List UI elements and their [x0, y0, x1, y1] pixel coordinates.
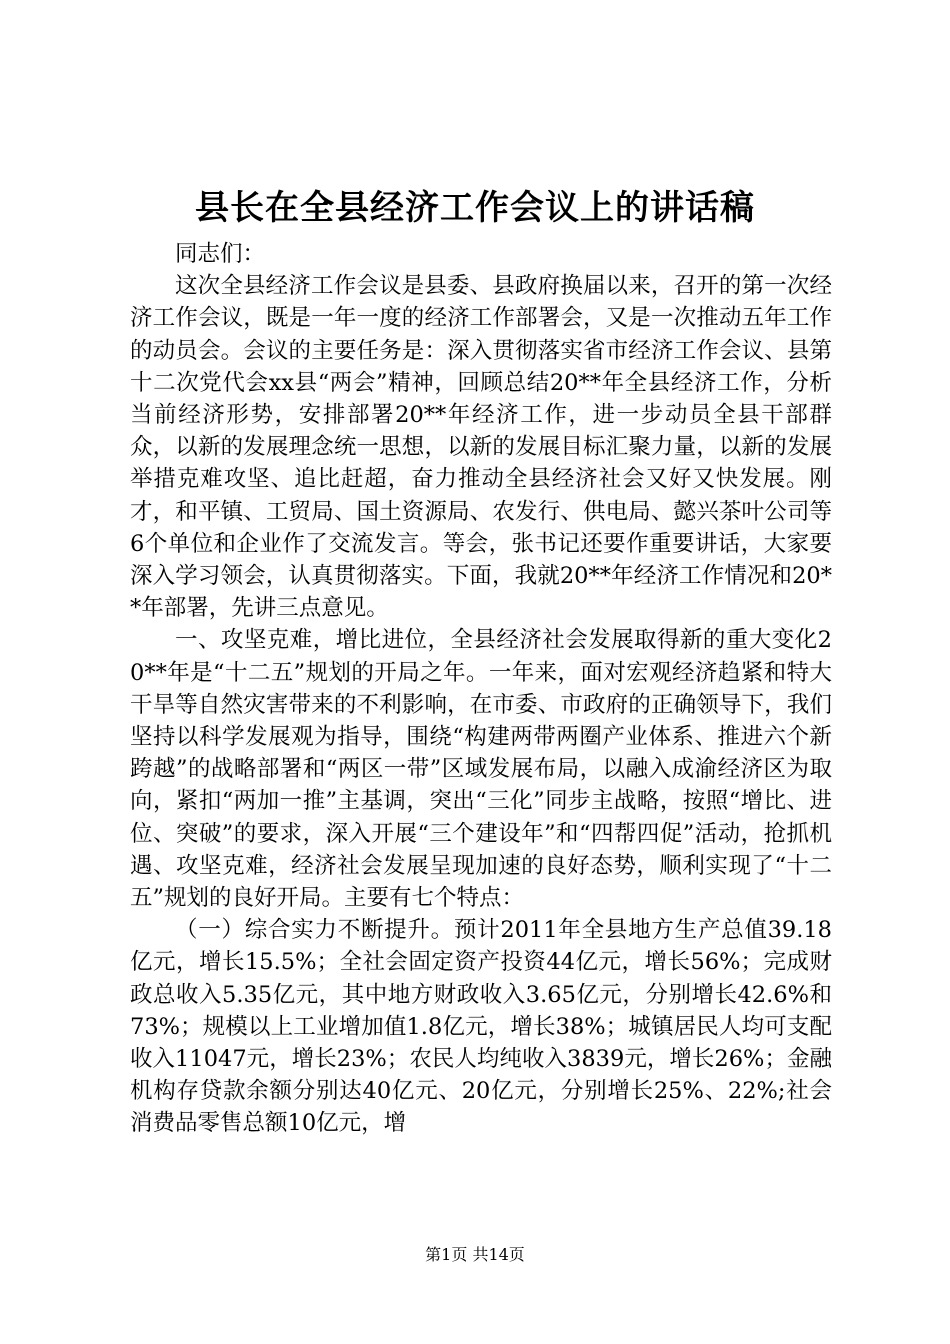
document-body — [130, 238, 832, 1140]
paragraph-intro: 这次全县经济工作会议是县委、县政府换届以来，召开的第一次经济工作会议，既是一年一度的经济工作部署会，又是一次推动五年工作的动员会。会议的主要任务是：深入贯彻落实省市经济工作会议、县第十二次党代会xx县“两会”精神，回顾总结20**年全县经济工作，分析当前经济形势，安排部署20**年经济工作，进一步动员全县干部群众，以新的发展理念统一思想，以新的发展目标汇聚力量，以新的发展举措克难攻坚、追比赶超，奋力推动全县经济社会又好又快发展。刚才，和平镇、工贸局、国土资源局、农发行、供电局、懿兴茶叶公司等6个单位和企业作了交流发言。等会，张书记还要作重要讲话，大家要深入学习领会，认真贯彻落实。下面，我就20**年经济工作情况和20**年部署，先讲三点意见。 — [130, 273, 832, 622]
paragraph-subsection-one: （一）综合实力不断提升。预计2011年全县地方生产总值39.18亿元，增长15.5%；全社会固定资产投资44亿元，增长56%；完成财政总收入5.35亿元，其中地方财政收入3.65亿元，分别增长42.6%和73%；规模以上工业增加值1.8亿元，增长38%；城镇居民人均可支配收入11047元，增长23%；农民人均纯收入3839元，增长26%；金融机构存贷款余额分别达40亿元、20亿元，分别增长25%、22%;社会消费品零售总额10亿元，增 — [130, 917, 832, 1137]
page-footer: 第1页 共14页 — [425, 1245, 525, 1264]
document-title: 县长在全县经济工作会议上的讲话稿 — [195, 188, 755, 228]
paragraph-section-one: 一、攻坚克难，增比进位，全县经济社会发展取得新的重大变化20**年是“十二五”规划的开局之年。一年来，面对宏观经济趋紧和特大干旱等自然灾害带来的不利影响，在市委、市政府的正确领导下，我们坚持以科学发展观为指导，围绕“构建两带两圈产业体系、推进六个新跨越”的战略部署和“两区一带”区域发展布局，以融入成渝经济区为取向，紧扣“两加一推”主基调，突出“三化”同步主战略，按照“增比、进位、突破”的要求，深入开展“三个建设年”和“四帮四促”活动，抢抓机遇、攻坚克难，经济社会发展呈现加速的良好态势，顺利实现了“十二五”规划的良好开局。主要有七个特点： — [130, 627, 832, 912]
paragraph-greeting: 同志们： — [175, 241, 266, 267]
